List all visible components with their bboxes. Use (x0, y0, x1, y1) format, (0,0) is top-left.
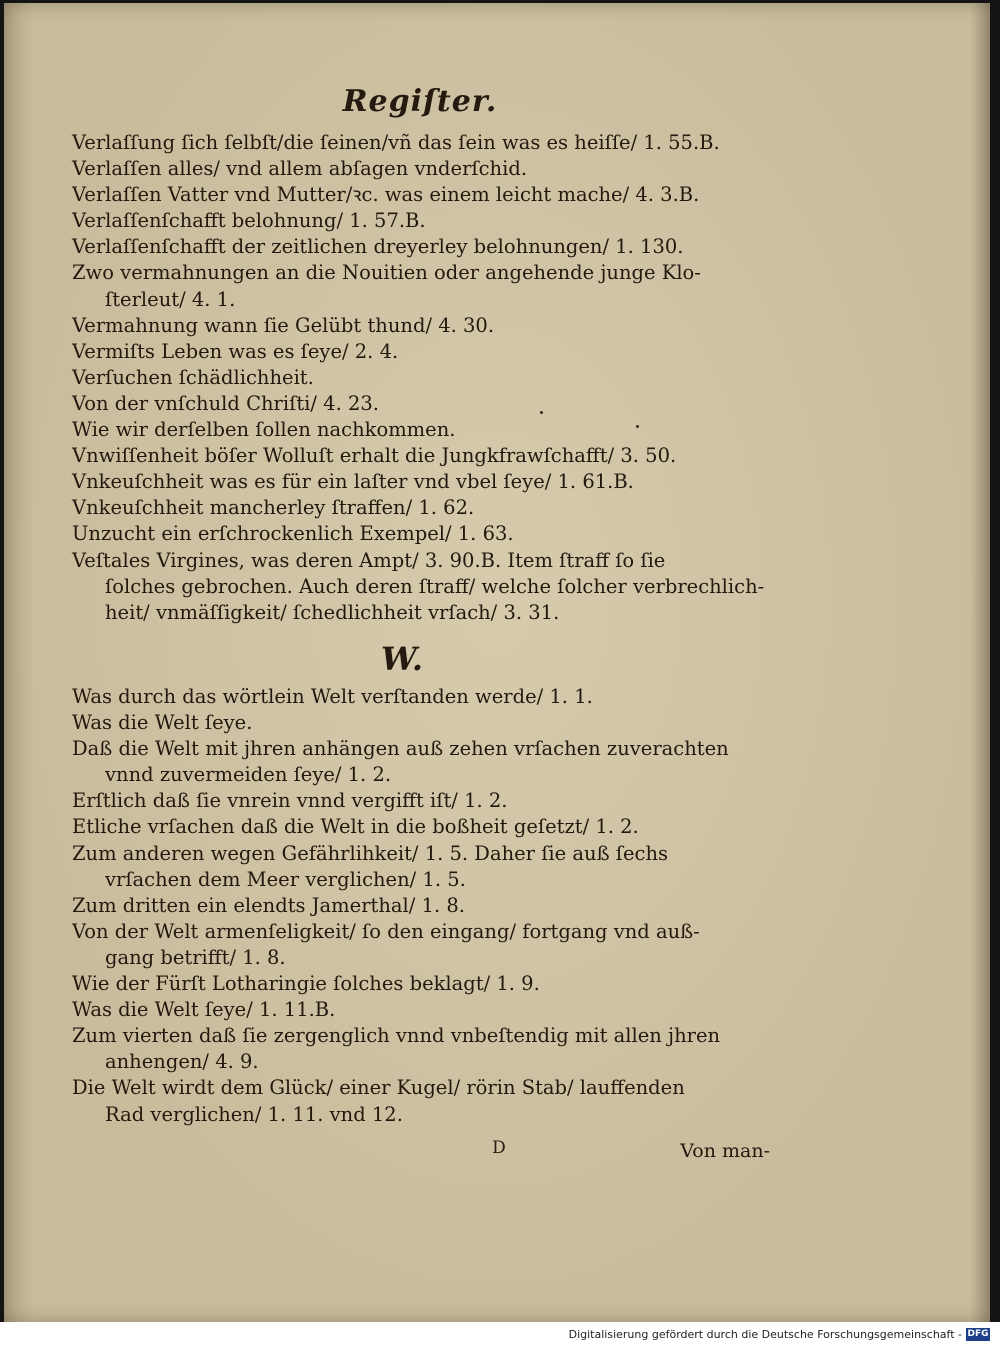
register-entry: Verlaſſen alles/ vnd allem abſagen vnderſchid. (72, 157, 528, 181)
register-entry-continuation: gang betrifft/ 1. 8. (105, 945, 286, 969)
register-entry: Verlaſſung ſich ſelbſt/die ſeinen/vñ das ſein was es heiſſe/ 1. 55.B. (72, 131, 720, 154)
register-entry: Wie der Fürſt Lotharingie ſolches beklagt/ 1. 9. (72, 972, 540, 996)
signature-mark: D (492, 1138, 506, 1158)
register-entry: Was durch das wörtlein Welt verſtanden werde/ 1. 1. (72, 685, 593, 708)
register-entry-continuation: ſolches gebrochen. Auch deren ſtraff/ welche ſolcher verbrechlich- (105, 574, 765, 598)
register-entry: Vnkeuſchheit was es für ein laſter vnd vbel ſeye/ 1. 61.B. (72, 470, 634, 494)
register-entry: Verlaſſenſchafft belohnung/ 1. 57.B. (72, 209, 426, 233)
register-entry: Zum dritten ein elendts Jamerthal/ 1. 8. (72, 893, 465, 917)
register-entry-continuation: anhengen/ 4. 9. (105, 1050, 259, 1074)
register-entry: Was die Welt ſeye/ 1. 11.B. (72, 998, 336, 1022)
register-entry: Vnkeuſchheit mancherley ſtraffen/ 1. 62. (72, 496, 475, 520)
register-entries-v (72, 130, 772, 626)
register-entry: Verſuchen ſchädlichheit. (72, 365, 314, 389)
register-entry-continuation: ſterleut/ 4. 1. (105, 287, 236, 311)
catchword: Von man- (680, 1140, 770, 1162)
register-entry: Vermahnung wann ſie Gelübt thund/ 4. 30. (72, 313, 495, 337)
register-entry: Zum anderen wegen Gefährlihkeit/ 1. 5. Daher ſie auß ſechs (72, 841, 669, 865)
register-entry: Die Welt wirdt dem Glück/ einer Kugel/ rörin Stab/ lauffenden (72, 1076, 685, 1100)
register-entry: Von der Welt armenſeligkeit/ ſo den eingang/ fortgang vnd auß- (72, 919, 700, 943)
register-entry: Vermiſts Leben was es ſeye/ 2. 4. (72, 339, 399, 363)
funding-footer (569, 1326, 990, 1342)
register-entry: Vnwiſſenheit böſer Wolluſt erhalt die Jungkfrawſchafft/ 3. 50. (72, 444, 677, 468)
register-entry: Verlaſſenſchafft der zeitlichen dreyerley belohnungen/ 1. 130. (72, 235, 684, 259)
register-entry-continuation: Rad verglichen/ 1. 11. vnd 12. (105, 1102, 403, 1126)
register-entry: Verlaſſen Vatter vnd Mutter/ꝛc. was einem leicht mache/ 4. 3.B. (72, 183, 700, 207)
register-entry: Veſtales Virgines, was deren Ampt/ 3. 90.B. Item ſtraff ſo ſie (72, 548, 666, 572)
register-entry: Daß die Welt mit jhren anhängen auß zehen vrſachen zuverachten (72, 737, 729, 761)
page-header: Regiſter. (342, 84, 498, 119)
register-entry: Etliche vrſachen daß die Welt in die boßheit geſetzt/ 1. 2. (72, 815, 639, 839)
register-entry-continuation: vrſachen dem Meer verglichen/ 1. 5. (105, 867, 466, 891)
register-entry: Wie wir derſelben ſollen nachkommen. (72, 418, 456, 442)
register-entry: Zwo vermahnungen an die Nouitien oder angehende junge Klo- (72, 261, 701, 285)
register-entries-w (72, 684, 772, 1128)
register-entry: Was die Welt ſeye. (72, 711, 253, 735)
dfg-logo: DFG (967, 1328, 989, 1339)
section-letter: W. (380, 640, 424, 678)
register-entry: Erſtlich daß ſie vnrein vnnd vergifft iſt/ 1. 2. (72, 789, 508, 813)
register-entry: Von der vnſchuld Chriſti/ 4. 23. (72, 391, 379, 415)
funding-note: Digitalisierung gefördert durch die Deutsche Forschungsgemeinschaft - (568, 1327, 962, 1341)
register-entry: Unzucht ein erſchrockenlich Exempel/ 1. 63. (72, 522, 514, 546)
register-entry-continuation: heit/ vnmäſſigkeit/ ſchedlichheit vrſach/ 3. 31. (105, 600, 560, 624)
register-entry: Zum vierten daß ſie zergenglich vnnd vnbeſtendig mit allen jhren (72, 1024, 721, 1048)
register-entry-continuation: vnnd zuvermeiden ſeye/ 1. 2. (105, 763, 392, 787)
